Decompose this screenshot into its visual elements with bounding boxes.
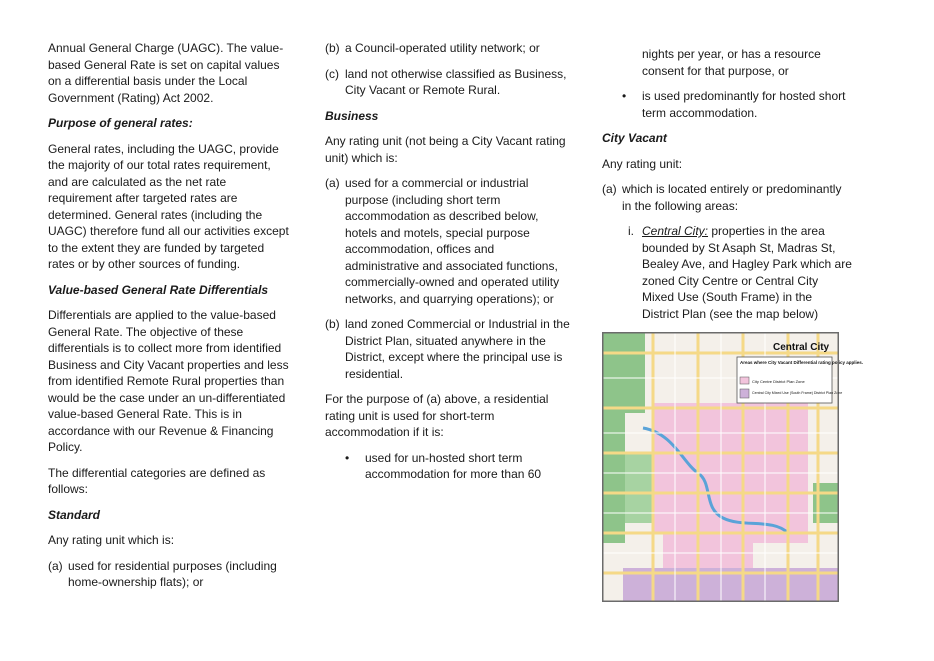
differentials-heading: Value-based General Rate Differentials [48, 282, 269, 297]
item-label: (c) [325, 66, 339, 81]
standard-item-b [325, 40, 570, 57]
legend-item-mixed-use: Central City Mixed Use (South Frame) District Plan Zone [752, 391, 843, 395]
item-label: (b) [325, 41, 340, 55]
bullet-text: used for un-hosted short term accommodation for more than 60 [365, 450, 542, 481]
item-text: properties in the area bounded by St Asaph St, Madras St, Bealey Ave, and Hagley Park which are zoned City Centre or Central City Mixed Use (South Frame) in the District Plan (see the map below) [642, 224, 852, 321]
city-vacant-item-a [602, 181, 852, 214]
business-item-a [325, 175, 570, 307]
column-1 [48, 40, 290, 600]
city-vacant-subitem-i [602, 223, 852, 322]
bullet-item [602, 88, 852, 121]
bullet-text: nights per year, or has a resource consent for that purpose, or [642, 47, 821, 78]
purpose-heading: Purpose of general rates: [48, 116, 193, 130]
differentials-paragraph: Differentials are applied to the value-based General Rate. The objective of these differentials is to collect more from identified Business and City Vacant properties and less from identified Remote Rural properties than would be the case under an un-differentiated value-based General Rate. This is in accordance with our Revenue & Financing Policy. [48, 308, 289, 454]
city-vacant-heading: City Vacant [602, 131, 667, 145]
item-label: i. [628, 224, 634, 238]
standard-item-a [48, 558, 290, 591]
business-item-b [325, 316, 570, 382]
item-label: (a) [602, 182, 617, 196]
map-title: Central City [773, 342, 830, 353]
purpose-paragraph: General rates, including the UAGC, provide the majority of our total rates requirement, and are calculated as the net rate requirement after targeted rates are determined. General rates (including the UAGC) therefore fund all our activities except to the extent they are funded by targeted rates or by other sources of funding. [48, 141, 289, 271]
item-label: (a) [325, 176, 340, 190]
item-text: land zoned Commercial or Industrial in the District Plan, situated anywhere in the District, except where the principal use is residential. [345, 317, 570, 381]
item-label: (b) [325, 317, 340, 331]
item-text: used for a commercial or industrial purpose (including short term accommodation as described below, hotels and motels, special purpose accommodation, offices and administrative and associated functions, commercially-owned and operated utility networks, and quarrying operations); or [345, 176, 560, 306]
standard-item-c [325, 66, 570, 99]
legend-title: Areas where City Vacant Differential rating policy applies. [740, 360, 864, 365]
short-term-paragraph: For the purpose of (a) above, a residential rating unit is used for short-term accommodation if it is: [325, 392, 549, 439]
item-text: a Council-operated utility network; or [345, 41, 540, 55]
bullet-item-continued [602, 46, 852, 79]
standard-paragraph: Any rating unit which is: [48, 533, 175, 547]
business-heading: Business [325, 108, 379, 123]
bullet-item [325, 450, 570, 483]
standard-heading: Standard [48, 507, 101, 522]
item-text: which is located entirely or predominantly in the following areas: [622, 182, 842, 213]
legend-swatch-mixed-use [740, 389, 749, 398]
intro-paragraph: Annual General Charge (UAGC). The value-based General Rate is set on capital values on a differential basis under the Local Government (Rating) Act 2002. [48, 41, 284, 105]
bullet-icon: • [345, 450, 350, 465]
business-paragraph: Any rating unit (not being a City Vacant rating unit) which is: [325, 134, 566, 165]
map-graphic [603, 333, 864, 601]
legend-swatch-city-centre [740, 377, 749, 384]
map-legend [737, 357, 863, 403]
central-city-term: Central City: [642, 224, 709, 238]
categories-paragraph: The differential categories are defined as follows: [48, 465, 266, 496]
item-text: land not otherwise classified as Business, City Vacant or Remote Rural. [345, 66, 567, 97]
legend-item-city-centre: City Centre District Plan Zone [752, 379, 805, 384]
item-text: used for residential purposes (including home-ownership flats); or [68, 558, 277, 589]
bullet-icon: • [622, 89, 627, 103]
item-label: (a) [48, 558, 63, 573]
column-3 [602, 46, 852, 331]
city-vacant-paragraph: Any rating unit: [602, 156, 683, 171]
central-city-map [602, 332, 864, 602]
hagley-park-north [603, 333, 645, 413]
bullet-text: is used predominantly for hosted short term accommodation. [642, 89, 846, 120]
column-2 [325, 40, 570, 492]
